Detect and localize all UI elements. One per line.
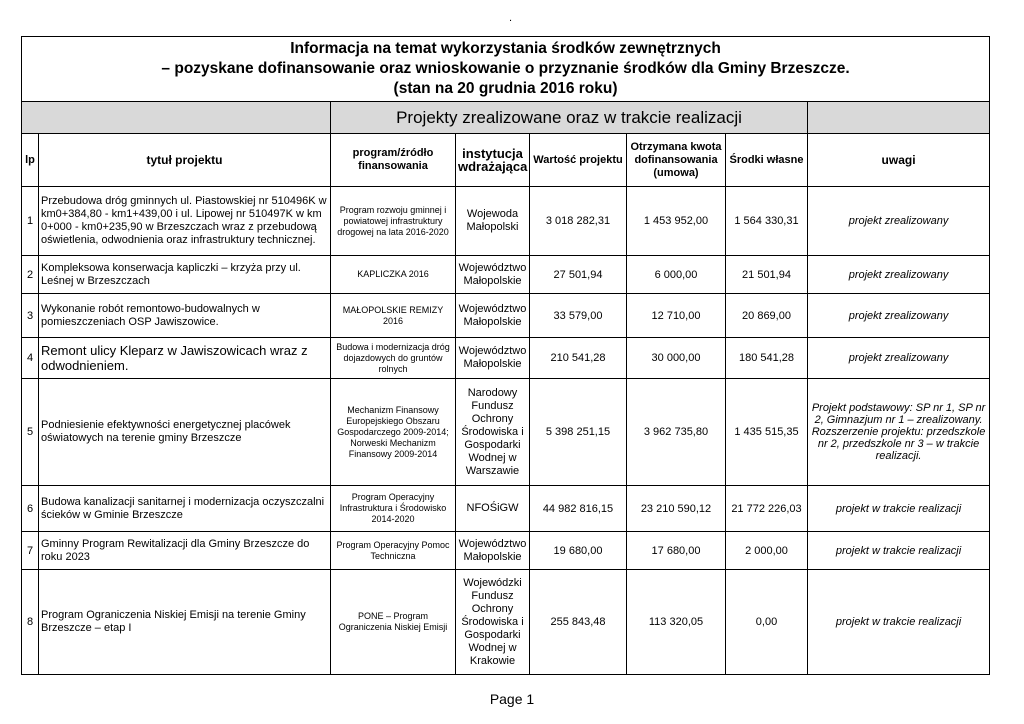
- row-program: PONE – Program Ograniczenia Niskiej Emisji: [331, 570, 456, 675]
- row-own: 180 541,28: [726, 338, 808, 379]
- row-value: 3 018 282,31: [530, 187, 627, 256]
- row-own: 20 869,00: [726, 294, 808, 338]
- table-row: [22, 379, 990, 486]
- col-title: tytuł projektu: [39, 134, 331, 187]
- row-institution: NFOŚiGW: [456, 486, 530, 532]
- row-grant: 1 453 952,00: [627, 187, 726, 256]
- row-grant: 12 710,00: [627, 294, 726, 338]
- section-row: [22, 102, 990, 134]
- row-grant: 30 000,00: [627, 338, 726, 379]
- col-lp: lp: [22, 134, 39, 187]
- section-title: Projekty zrealizowane oraz w trakcie realizacji: [331, 102, 808, 134]
- row-notes: projekt w trakcie realizacji: [808, 570, 990, 675]
- table-row: [22, 256, 990, 294]
- row-own: 0,00: [726, 570, 808, 675]
- row-lp: 3: [22, 294, 39, 338]
- row-institution: Wojewoda Małopolski: [456, 187, 530, 256]
- row-lp: 2: [22, 256, 39, 294]
- col-own: Środki własne: [726, 134, 808, 187]
- row-value: 255 843,48: [530, 570, 627, 675]
- row-notes: Projekt podstawowy: SP nr 1, SP nr 2, Gimnazjum nr 1 – zrealizowany. Rozszerzenie projektu: przedszkole nr 2, przedszkole nr 3 – w trakcie realizacji.: [808, 379, 990, 486]
- row-program: Mechanizm Finansowy Europejskiego Obszaru Gospodarczego 2009-2014; Norweski Mechanizm Finansowy 2009-2014: [331, 379, 456, 486]
- row-program: KAPLICZKA 2016: [331, 256, 456, 294]
- column-header-row: [22, 134, 990, 187]
- row-title: Przebudowa dróg gminnych ul. Piastowskiej nr 510496K w km0+384,80 - km1+439,00 i ul. Lipowej nr 510497K w km 0+000 - km0+235,90 w Brzeszczach wraz z przebudową oświetlenia, odwodnienia oraz infrastruktury technicznej.: [39, 187, 331, 256]
- row-title: Wykonanie robót remontowo-budowalnych w pomieszczeniach OSP Jawiszowice.: [39, 294, 331, 338]
- col-program: program/źródło finansowania: [331, 134, 456, 187]
- table-row: [22, 570, 990, 675]
- document-title: Informacja na temat wykorzystania środków zewnętrznych: [290, 40, 721, 57]
- col-grant: Otrzymana kwota dofinansowania (umowa): [627, 134, 726, 187]
- row-program: Program Operacyjny Infrastruktura i Środowisko 2014-2020: [331, 486, 456, 532]
- row-program: Program rozwoju gminnej i powiatowej infrastruktury drogowej na lata 2016-2020: [331, 187, 456, 256]
- projects-table: [21, 36, 990, 675]
- row-notes: projekt w trakcie realizacji: [808, 486, 990, 532]
- row-grant: 3 962 735,80: [627, 379, 726, 486]
- row-own: 1 564 330,31: [726, 187, 808, 256]
- col-institution: instytucja wdrażająca: [456, 134, 530, 187]
- row-value: 210 541,28: [530, 338, 627, 379]
- row-notes: projekt zrealizowany: [808, 256, 990, 294]
- row-title: Gminny Program Rewitalizacji dla Gminy Brzeszcze do roku 2023: [39, 532, 331, 570]
- row-lp: 8: [22, 570, 39, 675]
- document-date: (stan na 20 grudnia 2016 roku): [393, 80, 618, 97]
- row-grant: 23 210 590,12: [627, 486, 726, 532]
- row-institution: Województwo Małopolskie: [456, 338, 530, 379]
- row-program: Program Operacyjny Pomoc Techniczna: [331, 532, 456, 570]
- document-header: [22, 37, 990, 102]
- row-own: 21 772 226,03: [726, 486, 808, 532]
- row-program: MAŁOPOLSKIE REMIZY 2016: [331, 294, 456, 338]
- table-row: [22, 486, 990, 532]
- row-program: Budowa i modernizacja dróg dojazdowych do gruntów rolnych: [331, 338, 456, 379]
- col-notes: uwagi: [808, 134, 990, 187]
- row-value: 19 680,00: [530, 532, 627, 570]
- col-value: Wartość projektu: [530, 134, 627, 187]
- row-notes: projekt zrealizowany: [808, 338, 990, 379]
- row-lp: 7: [22, 532, 39, 570]
- row-title: Program Ograniczenia Niskiej Emisji na terenie Gminy Brzeszcze – etap I: [39, 570, 331, 675]
- row-lp: 6: [22, 486, 39, 532]
- document-header-row: [22, 37, 990, 102]
- row-notes: projekt zrealizowany: [808, 187, 990, 256]
- row-lp: 4: [22, 338, 39, 379]
- row-title: Podniesienie efektywności energetycznej placówek oświatowych na terenie gminy Brzeszcze: [39, 379, 331, 486]
- row-lp: 5: [22, 379, 39, 486]
- table-row: [22, 294, 990, 338]
- row-grant: 113 320,05: [627, 570, 726, 675]
- row-notes: projekt zrealizowany: [808, 294, 990, 338]
- row-title: Budowa kanalizacji sanitarnej i modernizacja oczyszczalni ścieków w Gminie Brzeszcze: [39, 486, 331, 532]
- row-grant: 6 000,00: [627, 256, 726, 294]
- row-own: 2 000,00: [726, 532, 808, 570]
- table-row: [22, 532, 990, 570]
- page-number: Page 1: [489, 691, 535, 707]
- row-institution: Województwo Małopolskie: [456, 256, 530, 294]
- row-value: 44 982 816,15: [530, 486, 627, 532]
- row-institution: Województwo Małopolskie: [456, 532, 530, 570]
- row-value: 5 398 251,15: [530, 379, 627, 486]
- row-institution: Narodowy Fundusz Ochrony Środowiska i Gospodarki Wodnej w Warszawie: [456, 379, 530, 486]
- row-notes: projekt w trakcie realizacji: [808, 532, 990, 570]
- page-marker-dot: .: [509, 12, 513, 24]
- row-institution: Wojewódzki Fundusz Ochrony Środowiska i Gospodarki Wodnej w Krakowie: [456, 570, 530, 675]
- row-value: 33 579,00: [530, 294, 627, 338]
- document-subtitle: – pozyskane dofinansowanie oraz wnioskowanie o przyznanie środków dla Gminy Brzeszcze.: [161, 60, 850, 77]
- row-title: Remont ulicy Kleparz w Jawiszowicach wraz z odwodnieniem.: [39, 338, 331, 379]
- row-title: Kompleksowa konserwacja kapliczki – krzyża przy ul. Leśnej w Brzeszczach: [39, 256, 331, 294]
- row-value: 27 501,94: [530, 256, 627, 294]
- row-grant: 17 680,00: [627, 532, 726, 570]
- row-own: 1 435 515,35: [726, 379, 808, 486]
- row-own: 21 501,94: [726, 256, 808, 294]
- table-row: [22, 187, 990, 256]
- table-row: [22, 338, 990, 379]
- row-lp: 1: [22, 187, 39, 256]
- row-institution: Województwo Małopolskie: [456, 294, 530, 338]
